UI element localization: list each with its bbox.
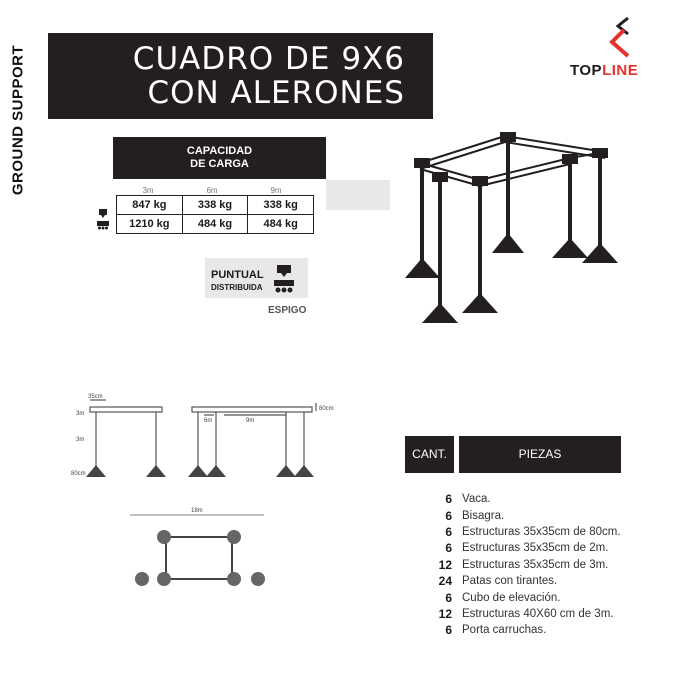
capacity-columns [116,186,316,195]
part-desc: Cubo de elevación. [462,591,561,604]
side-label-text: GROUND SUPPORT [9,44,27,196]
dim-label: 9m [246,418,255,424]
topline-logo [570,16,670,82]
list-item [420,589,680,605]
part-qty: 6 [445,508,452,523]
truss-elevation-drawing [66,393,346,488]
part-desc: Estructuras 35x35cm de 80cm. [462,525,621,538]
capacity-col-3m: 3m [142,186,154,195]
truss-plan-drawing [126,505,276,600]
part-desc: Estructuras 40X60 cm de 3m. [462,607,614,620]
list-item [420,573,680,589]
truss-isometric-drawing [400,128,640,328]
part-qty: 6 [445,492,452,507]
list-item [420,524,680,540]
part-qty: 6 [445,524,452,539]
logo-word-top: TOP [570,62,603,79]
capacity-shade [326,180,390,210]
list-item [420,622,680,638]
capacity-cell: 484 kg [247,215,313,233]
logo-wordmark [570,62,638,79]
capacity-cell: 1210 kg [129,218,170,230]
capacity-cell: 847 kg [132,199,167,211]
dim-label: 80cm [319,406,334,412]
capacity-cell: 338 kg [247,196,313,214]
dim-label: 80cm [71,471,86,477]
part-qty: 12 [438,606,452,621]
capacity-table [116,186,316,234]
list-item [420,507,680,523]
legend-espigo: ESPIGO [268,305,307,316]
capacity-cell: 338 kg [182,196,248,214]
parts-header-piezas: PIEZAS [459,436,621,473]
plan-dim-label: 18m [191,508,203,514]
capacity-header-line-2: DE CARGA [190,158,249,170]
part-qty: 24 [438,574,452,589]
capacity-col-9m: 9m [270,186,282,195]
part-desc: Patas con tirantes. [462,575,558,588]
title-line-1: CUADRO DE 9X6 [132,41,405,77]
parts-list [420,491,680,639]
logo-word-line: LINE [602,62,639,79]
title-line-2: CON ALERONES [147,75,405,111]
parts-header-cant: CANT. [405,436,454,473]
part-qty: 6 [445,590,452,605]
list-item [420,606,680,622]
legend-load-icon [272,264,296,294]
legend-distribuida: DISTRIBUIDA [211,283,263,292]
load-icon [96,208,110,230]
dim-label: 3m [76,411,85,417]
list-item [420,557,680,573]
list-item [420,540,680,556]
ground-support-label [6,30,30,210]
dim-label: 3m [76,437,85,443]
capacity-header-line-1: CAPACIDAD [186,145,253,157]
capacity-grid [116,195,314,234]
part-desc: Porta carruchas. [462,624,547,637]
logo-mark-icon [570,16,670,62]
capacity-cell: 484 kg [182,215,248,233]
capacity-row-distribuida [117,214,313,233]
title-banner [48,33,433,119]
part-qty: 12 [438,557,452,572]
capacity-col-6m: 6m [206,186,218,195]
part-desc: Bisagra. [462,509,505,522]
capacity-row-puntual [117,196,313,214]
part-desc: Estructuras 35x35cm de 3m. [462,558,609,571]
part-desc: Estructuras 35x35cm de 2m. [462,542,609,555]
part-qty: 6 [445,541,452,556]
legend-puntual: PUNTUAL [211,269,264,281]
part-qty: 6 [445,623,452,638]
dim-label: 35cm [88,394,103,400]
dim-label: 6m [204,418,213,424]
capacity-header [113,137,326,179]
part-desc: Vaca. [462,493,491,506]
list-item [420,491,680,507]
